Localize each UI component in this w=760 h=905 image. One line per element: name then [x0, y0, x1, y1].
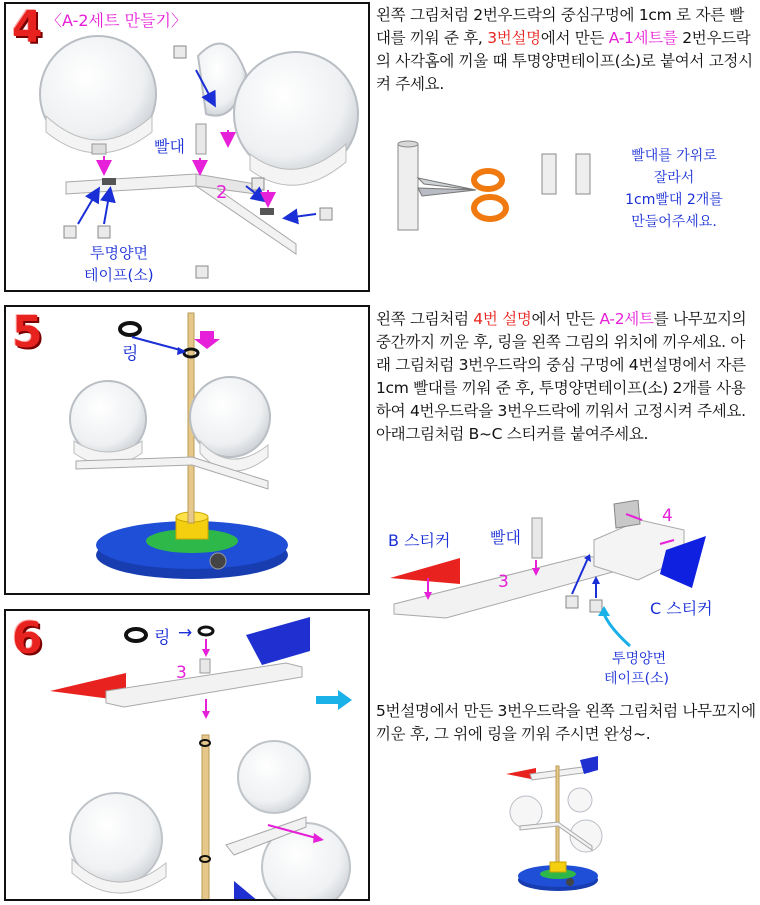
- finished-product-illustration: [500, 756, 620, 896]
- straw-piece: [532, 518, 542, 558]
- step-number: 4: [12, 2, 43, 53]
- ring-placed: [199, 627, 213, 635]
- straw-label: 빨대: [154, 137, 185, 156]
- ring-label: 링: [154, 628, 171, 648]
- step5-diagram: [384, 500, 744, 650]
- step5-illustration: [6, 307, 370, 595]
- scissors-icon: [418, 171, 506, 219]
- step-5-panel: [4, 305, 370, 595]
- tape-label-line1: 투명양면: [612, 651, 667, 667]
- ring-arrow-icon: →: [178, 623, 193, 643]
- step-number: 6: [12, 613, 43, 664]
- ring-icon: [126, 629, 146, 641]
- step-number: 5: [12, 307, 43, 358]
- step-title: 〈A-2세트 만들기〉: [46, 11, 187, 30]
- tape-label-line2: 테이프(소): [604, 671, 670, 687]
- scissors-illustration: [384, 140, 604, 240]
- wood-2-label: 2: [216, 182, 228, 203]
- step4-illustration: [6, 4, 370, 292]
- step5-instructions: 왼쪽 그림처럼 4번 설명에서 만든 A-2세트를 나무꼬지의 중간까지 끼운 후, 링을 왼쪽 그림의 위치에 끼우세요. 아래 그림처럼 3번우드락의 중심 구멍에 4번설명에서 자른 1cm 빨대를 끼워 준 후, 투명양면테이프(소) 2개를 사용하여 4번우드락을 3번우드락에 끼워서 고정시켜 주세요. 아래그림처럼 B~C 스티커를 붙여주세요.: [376, 310, 747, 443]
- wooden-stick: [202, 735, 209, 901]
- blue-sticker: [246, 617, 310, 665]
- straw-piece: [196, 124, 206, 154]
- tape-label-line1: 투명양면: [90, 244, 148, 262]
- left-cup: [40, 36, 156, 154]
- straw-label-2: 빨대: [490, 528, 521, 547]
- tape-label-line2: 테이프(소): [84, 266, 154, 284]
- step6-illustration: [6, 611, 370, 901]
- scissors-note: 빨대를 가위로 잘라서 1cm빨대 2개를 만들어주세요.: [625, 148, 723, 230]
- step-6-panel: [4, 609, 370, 901]
- sticker-b-triangle: [390, 558, 460, 584]
- next-arrow-icon: [316, 690, 356, 710]
- sticker-c-label: C 스티커: [650, 599, 713, 618]
- right-cup: [234, 52, 358, 185]
- step6-instructions: 5번설명에서 만든 3번우드락을 왼쪽 그림처럼 나무꼬지에 끼운 후, 그 위에 링을 끼워 주시면 완성~.: [376, 702, 756, 743]
- wood-4-label: 4: [662, 506, 673, 526]
- ring-label: 링: [122, 344, 139, 364]
- ring-icon: [120, 323, 140, 335]
- down-arrow-icon: [194, 331, 220, 349]
- wood-3-label: 3: [498, 572, 509, 592]
- sticker-b-label: B 스티커: [388, 531, 451, 550]
- wood-3-label: 3: [176, 663, 187, 683]
- step4-instructions: 왼쪽 그림처럼 2번우드락의 중심구멍에 1cm 로 자른 빨대를 끼워 준 후, 3번설명에서 만든 A-1세트를 2번우드락의 사각홈에 끼울 때 투명양면테이프(소)로 붙여서 고정시켜 주세요.: [376, 6, 753, 93]
- step-4-panel: [4, 2, 370, 292]
